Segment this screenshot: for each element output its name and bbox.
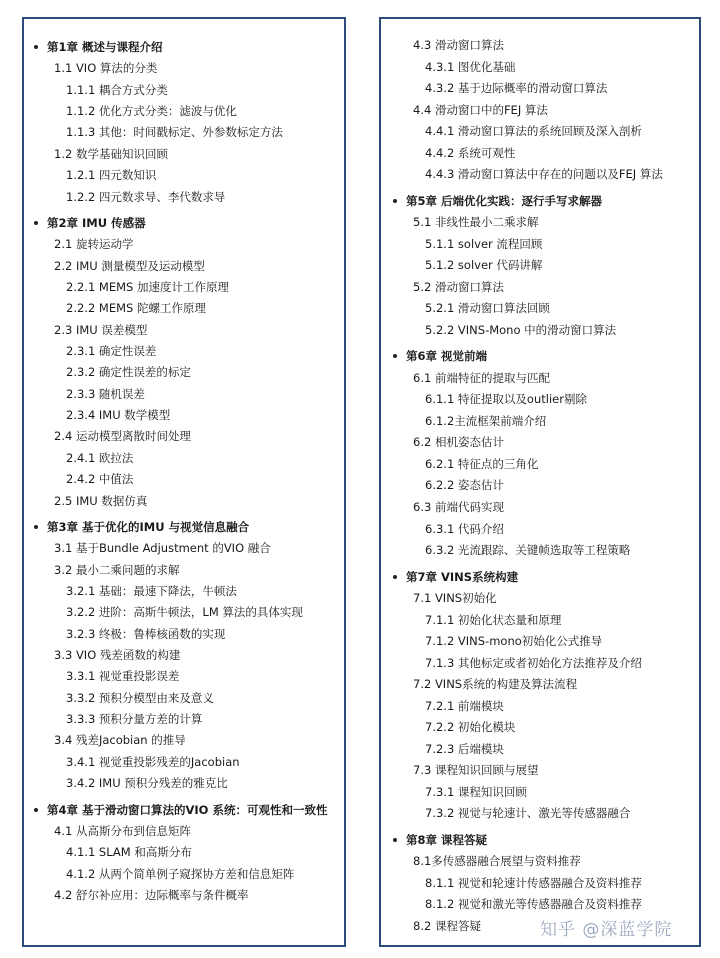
toc-subsection [66,712,202,726]
toc-subsection [425,656,642,670]
toc-section [413,215,538,229]
toc-text: 2.1 旋转运动学 [54,237,134,251]
toc-section [413,763,538,777]
toc-section [413,371,550,385]
toc-text: 2.3 IMU 误差模型 [54,323,148,337]
toc-text: 3.2 最小二乘问题的求解 [54,563,180,577]
bullet-icon [393,354,397,358]
bullet-icon [34,221,38,225]
toc-text: 第8章 课程答疑 [406,833,488,847]
toc-text: 3.2.3 终极：鲁棒核函数的实现 [66,627,226,641]
toc-subsection [66,280,229,294]
toc-subsection [425,146,515,160]
toc-text: 2.2.2 MEMS 陀螺工作原理 [66,301,206,315]
toc-text: 7.2.2 初始化模块 [425,720,516,734]
toc-subsection [425,124,642,138]
toc-text: 2.3.2 确定性误差的标定 [66,365,191,379]
toc-text: 第1章 概述与课程介绍 [47,40,163,54]
toc-text: 3.2.1 基础：最速下降法，牛顿法 [66,584,237,598]
toc-text: 2.4 运动模型离散时间处理 [54,429,191,443]
toc-text: 6.3 前端代码实现 [413,500,504,514]
toc-text: 6.3.2 光流跟踪、关键帧选取等工程策略 [425,543,631,557]
toc-subsection [425,543,630,557]
toc-subsection [66,845,192,859]
toc-section [54,541,271,555]
toc-text: 4.2 舒尔补应用：边际概率与条件概率 [54,888,249,902]
toc-section [413,591,497,605]
toc-subsection [66,104,237,118]
toc-section [413,677,577,691]
toc-section [413,38,504,52]
toc-text: 1.2.2 四元数求导、李代数求导 [66,190,226,204]
bullet-icon [34,45,38,49]
toc-section [413,280,504,294]
toc-subsection [425,613,561,627]
toc-chapter [393,570,518,584]
toc-text: 4.3 滑动窗口算法 [413,38,504,52]
toc-subsection [425,258,542,272]
toc-text: 3.3 VIO 残差函数的构建 [54,648,181,662]
toc-subsection [425,237,542,251]
toc-subsection [425,414,546,428]
toc-text: 第2章 IMU 传感器 [47,216,146,230]
toc-text: 1.2.1 四元数知识 [66,168,157,182]
toc-text: 7.1.3 其他标定或者初始化方法推荐及介绍 [425,656,642,670]
toc-text: 5.2.2 VINS-Mono 中的滑动窗口算法 [425,323,617,337]
toc-chapter [393,194,602,208]
toc-chapter [34,803,327,817]
toc-text: 1.1 VIO 算法的分类 [54,61,158,75]
toc-text: 6.3.1 代码介绍 [425,522,504,536]
toc-section [54,824,191,838]
toc-text: 7.2.3 后端模块 [425,742,504,756]
toc-section [54,648,180,662]
toc-subsection [425,742,504,756]
toc-section [413,919,481,933]
toc-text: 4.3.2 基于边际概率的滑动窗口算法 [425,81,608,95]
toc-text: 7.2 VINS系统的构建及算法流程 [413,677,578,691]
toc-subsection [425,522,504,536]
toc-text: 1.1.1 耦合方式分类 [66,83,168,97]
toc-section [54,733,186,747]
toc-text: 4.3.1 图优化基础 [425,60,516,74]
toc-subsection [66,627,225,641]
toc-text: 2.4.1 欧拉法 [66,451,134,465]
bullet-icon [393,199,397,203]
toc-subsection [66,691,214,705]
toc-section [54,259,205,273]
toc-text: 7.2.1 前端模块 [425,699,504,713]
toc-text: 1.1.2 优化方式分类：滤波与优化 [66,104,237,118]
toc-text: 7.3.1 课程知识回顾 [425,785,527,799]
toc-subsection [425,720,515,734]
toc-text: 3.4.1 视觉重投影残差的Jacobian [66,755,240,769]
toc-text: 4.4 滑动窗口中的FEJ 算法 [413,103,548,117]
toc-subsection [425,167,663,181]
bullet-icon [393,838,397,842]
toc-subsection [66,301,206,315]
toc-subsection [66,605,303,619]
toc-text: 2.2 IMU 测量模型及运动模型 [54,259,205,273]
toc-subsection [66,669,179,683]
toc-section [413,854,581,868]
toc-subsection [425,457,538,471]
toc-subsection [66,755,240,769]
toc-text: 5.1 非线性最小二乘求解 [413,215,539,229]
toc-text: 6.1.1 特征提取以及outlier剔除 [425,392,587,406]
toc-chapter [34,216,146,230]
toc-text: 6.1 前端特征的提取与匹配 [413,371,550,385]
toc-text: 1.2 数学基础知识回顾 [54,147,168,161]
toc-text: 7.1 VINS初始化 [413,591,497,605]
toc-text: 第6章 视觉前端 [406,349,488,363]
toc-text: 6.1.2主流框架前端介绍 [425,414,547,428]
toc-text: 3.3.3 预积分量方差的计算 [66,712,203,726]
toc-text: 6.2.2 姿态估计 [425,478,504,492]
bullet-icon [393,575,397,579]
toc-text: 3.1 基于Bundle Adjustment 的VIO 融合 [54,541,271,555]
toc-text: 3.3.1 视觉重投影误差 [66,669,180,683]
toc-text: 4.4.1 滑动窗口算法的系统回顾及深入剖析 [425,124,642,138]
toc-subsection [66,867,294,881]
toc-section [54,429,191,443]
toc-section [54,888,248,902]
toc-subsection [66,344,156,358]
toc-subsection [66,168,156,182]
toc-right-panel [379,17,701,947]
toc-subsection [425,897,642,911]
toc-subsection [66,190,225,204]
toc-text: 第4章 基于滑动窗口算法的VIO 系统：可观性和一致性 [47,803,328,817]
toc-chapter [34,40,163,54]
toc-text: 2.3.4 IMU 数学模型 [66,408,171,422]
toc-text: 6.2.1 特征点的三角化 [425,457,539,471]
toc-text: 6.2 相机姿态估计 [413,435,504,449]
toc-text: 2.3.1 确定性误差 [66,344,157,358]
toc-text: 4.1 从高斯分布到信息矩阵 [54,824,191,838]
toc-text: 3.4 残差Jacobian 的推导 [54,733,186,747]
toc-subsection [66,776,228,790]
toc-text: 2.4.2 中值法 [66,472,134,486]
toc-section [413,435,504,449]
toc-text: 7.1.2 VINS-mono初始化公式推导 [425,634,603,648]
toc-left-panel [22,17,346,947]
toc-subsection [425,301,550,315]
toc-subsection [425,81,607,95]
toc-text: 2.3.3 随机误差 [66,387,145,401]
toc-subsection [66,584,237,598]
toc-text: 8.1多传感器融合展望与资料推荐 [413,854,581,868]
toc-text: 7.3.2 视觉与轮速计、激光等传感器融合 [425,806,631,820]
toc-subsection [425,699,504,713]
toc-subsection [425,478,504,492]
toc-text: 2.2.1 MEMS 加速度计工作原理 [66,280,229,294]
toc-text: 第7章 VINS系统构建 [406,570,519,584]
toc-subsection [66,387,145,401]
watermark: 知乎 @深蓝学院 [540,920,673,940]
toc-section [54,563,179,577]
toc-subsection [66,451,133,465]
toc-chapter [393,833,487,847]
toc-text: 5.2 滑动窗口算法 [413,280,504,294]
toc-chapter [34,520,249,534]
toc-text: 3.3.2 预积分模型由来及意义 [66,691,214,705]
toc-subsection [425,634,602,648]
toc-text: 5.1.2 solver 代码讲解 [425,258,543,272]
toc-subsection [425,323,616,337]
toc-text: 4.4.2 系统可观性 [425,146,516,160]
toc-text: 第5章 后端优化实践：逐行手写求解器 [406,194,603,208]
toc-subsection [66,83,168,97]
toc-subsection [425,876,642,890]
toc-subsection [425,806,630,820]
toc-text: 8.2 课程答疑 [413,919,481,933]
toc-section [54,494,147,508]
toc-text: 8.1.2 视觉和激光等传感器融合及资料推荐 [425,897,642,911]
toc-text: 8.1.1 视觉和轮速计传感器融合及资料推荐 [425,876,642,890]
toc-section [413,103,548,117]
toc-text: 3.4.2 IMU 预积分残差的雅克比 [66,776,228,790]
toc-text: 5.2.1 滑动窗口算法回顾 [425,301,550,315]
toc-text: 1.1.3 其他：时间戳标定、外参数标定方法 [66,125,283,139]
toc-text: 5.1.1 solver 流程回顾 [425,237,543,251]
toc-subsection [425,60,515,74]
toc-text: 2.5 IMU 数据仿真 [54,494,148,508]
toc-text: 7.3 课程知识回顾与展望 [413,763,539,777]
toc-subsection [425,392,587,406]
toc-subsection [66,125,283,139]
toc-subsection [425,785,527,799]
toc-text: 3.2.2 进阶：高斯牛顿法，LM 算法的具体实现 [66,605,303,619]
toc-text: 4.4.3 滑动窗口算法中存在的问题以及FEJ 算法 [425,167,663,181]
bullet-icon [34,525,38,529]
bullet-icon [34,808,38,812]
toc-section [54,61,157,75]
toc-subsection [66,408,170,422]
toc-text: 4.1.2 从两个简单例子窥探协方差和信息矩阵 [66,867,295,881]
toc-section [54,147,168,161]
toc-section [54,323,147,337]
toc-section [413,500,504,514]
toc-chapter [393,349,487,363]
toc-subsection [66,472,133,486]
toc-text: 4.1.1 SLAM 和高斯分布 [66,845,192,859]
toc-section [54,237,133,251]
toc-text: 第3章 基于优化的IMU 与视觉信息融合 [47,520,250,534]
toc-subsection [66,365,191,379]
toc-text: 7.1.1 初始化状态量和原理 [425,613,562,627]
